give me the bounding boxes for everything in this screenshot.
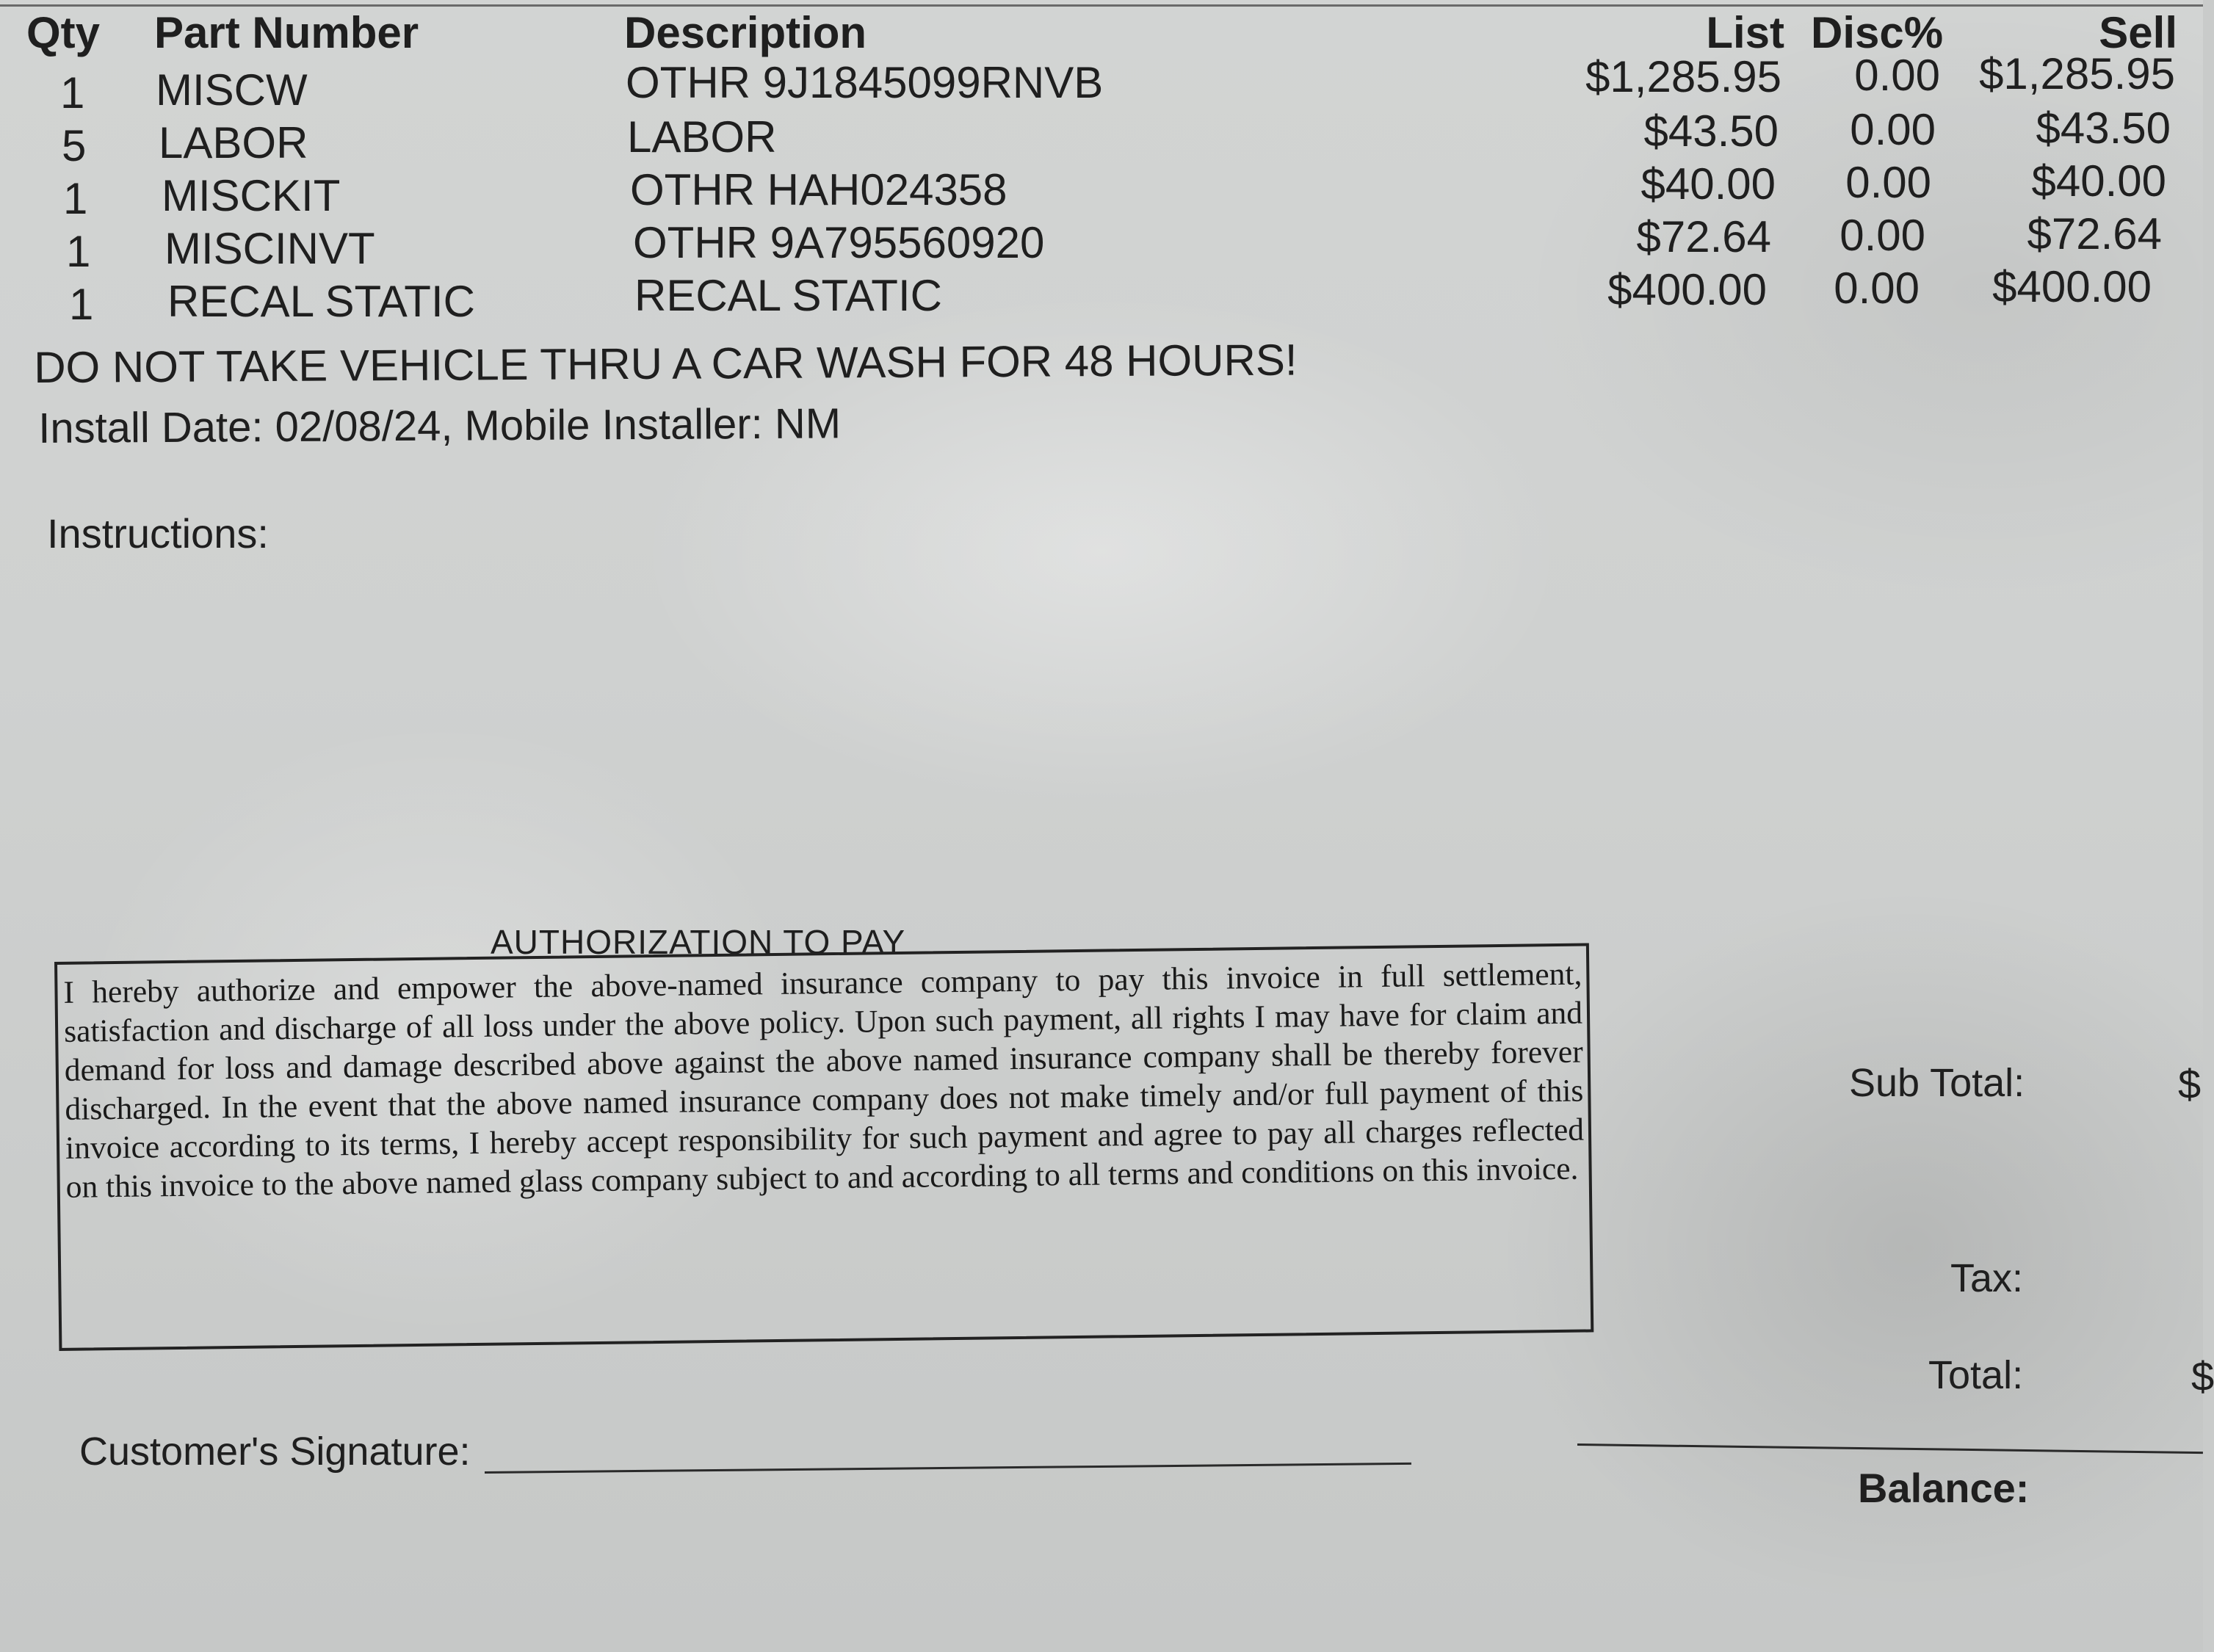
car-wash-notice: DO NOT TAKE VEHICLE THRU A CAR WASH FOR 48 HOURS! <box>34 335 1298 392</box>
sub-total-value: $ <box>2178 1061 2202 1107</box>
customer-signature-line[interactable] <box>485 1463 1411 1474</box>
row-4-disc: 0.00 <box>1839 211 1925 260</box>
row-4-desc: OTHR 9A795560920 <box>633 218 1045 267</box>
header-list: List <box>1706 8 1784 57</box>
header-description: Description <box>624 8 867 57</box>
header-sell: Sell <box>2099 8 2177 57</box>
row-2-qty: 5 <box>62 121 87 170</box>
authorization-title: AUTHORIZATION TO PAY <box>491 923 906 961</box>
row-5-desc: RECAL STATIC <box>634 271 942 320</box>
row-1-part: MISCW <box>156 65 308 115</box>
row-2-list: $43.50 <box>1643 106 1779 156</box>
authorization-text: I hereby authorize and empower the above-named insurance company to pay this invoice in full settlement, satisfaction and discharge of all loss under the above policy. Upon such payment, all rights I may have for claim and demand for loss and damage described above against the above named insurance company shall be thereby forever discharged. In the event that the above named insurance company does not make timely and/or full payment of this invoice according to its terms, I hereby accept responsibility for such payment and agree to pay all charges reflected on this invoice to the above named glass company subject to and according to all terms and conditions on this invoice. <box>63 956 1585 1205</box>
row-3-desc: OTHR HAH024358 <box>630 165 1007 214</box>
row-2-sell: $43.50 <box>2036 104 2171 153</box>
row-1-sell: $1,285.95 <box>1979 49 2175 98</box>
row-3-part: MISCKIT <box>162 171 341 220</box>
row-1-desc: OTHR 9J1845099RNVB <box>626 58 1104 107</box>
authorization-box <box>54 943 1593 1350</box>
tax-label: Tax: <box>1950 1256 2024 1300</box>
row-5-qty: 1 <box>69 280 94 329</box>
row-2-part: LABOR <box>159 118 308 167</box>
row-1-qty: 1 <box>60 68 85 117</box>
row-5-part: RECAL STATIC <box>167 277 475 326</box>
row-4-list: $72.64 <box>1636 212 1771 261</box>
row-4-part: MISCINVT <box>164 224 375 273</box>
row-3-disc: 0.00 <box>1845 158 1931 207</box>
instructions-label: Instructions: <box>47 510 269 557</box>
row-5-disc: 0.00 <box>1834 264 1920 313</box>
install-date-line: Install Date: 02/08/24, Mobile Installer: NM <box>38 399 842 452</box>
row-2-desc: LABOR <box>627 112 777 162</box>
row-3-qty: 1 <box>63 174 88 223</box>
row-1-list: $1,285.95 <box>1585 52 1781 101</box>
header-disc: Disc% <box>1811 8 1944 57</box>
totals-rule <box>1577 1443 2203 1454</box>
row-4-sell: $72.64 <box>2027 209 2162 258</box>
row-5-sell: $400.00 <box>1992 262 2152 311</box>
header-qty: Qty <box>26 8 101 57</box>
sub-total-label: Sub Total: <box>1849 1061 2025 1105</box>
customer-signature-label: Customer's Signature: <box>79 1430 471 1474</box>
row-3-sell: $40.00 <box>2031 156 2166 206</box>
row-3-list: $40.00 <box>1640 159 1776 209</box>
total-value: $ <box>2191 1353 2214 1399</box>
header-part-number: Part Number <box>154 8 419 57</box>
balance-label: Balance: <box>1858 1465 2030 1511</box>
row-1-disc: 0.00 <box>1854 51 1940 100</box>
total-label: Total: <box>1928 1353 2024 1397</box>
row-4-qty: 1 <box>66 227 91 276</box>
row-5-list: $400.00 <box>1607 265 1767 314</box>
top-rule <box>0 4 2203 7</box>
row-2-disc: 0.00 <box>1850 105 1936 154</box>
